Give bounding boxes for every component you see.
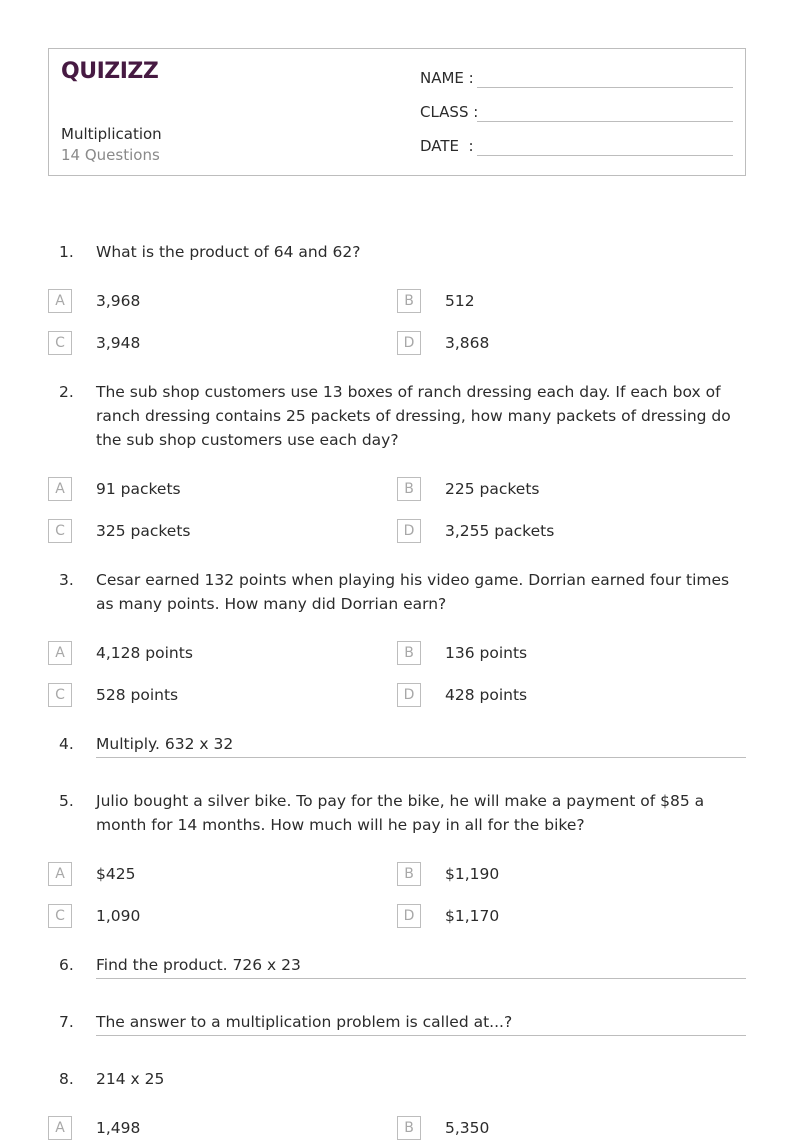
question-text: The answer to a multiplication problem is called at...? <box>96 1013 513 1031</box>
question-count: 14 Questions <box>61 146 160 164</box>
question-text: What is the product of 64 and 62? <box>96 243 361 261</box>
question-number: 6. <box>59 956 74 974</box>
option-letter-box: B <box>397 862 421 886</box>
option-text: 3,255 packets <box>445 522 555 540</box>
date-line <box>477 155 733 156</box>
worksheet-header <box>48 48 746 176</box>
question-number: 2. <box>59 383 74 401</box>
question-number: 4. <box>59 735 74 753</box>
question-number: 7. <box>59 1013 74 1031</box>
option-letter-box: B <box>397 477 421 501</box>
option-text: 3,868 <box>445 334 490 352</box>
answer-line[interactable] <box>96 978 746 979</box>
question-text: Julio bought a silver bike. To pay for the bike, he will make a payment of $85 a month for 14 months. How much will he pay in all for the bike? <box>96 792 705 834</box>
class-line <box>477 121 733 122</box>
question-number: 5. <box>59 792 74 810</box>
date-label: DATE : <box>420 137 474 155</box>
question-text: 214 x 25 <box>96 1070 165 1088</box>
option-letter-box: C <box>48 904 72 928</box>
answer-line[interactable] <box>96 757 746 758</box>
option-letter-box: B <box>397 1116 421 1140</box>
option-text: $1,190 <box>445 865 500 883</box>
option-text: 136 points <box>445 644 528 662</box>
class-label: CLASS : <box>420 103 479 121</box>
option-text: 528 points <box>96 686 179 704</box>
worksheet-title: Multiplication <box>61 125 162 143</box>
option-text: 225 packets <box>445 480 540 498</box>
option-letter-box: A <box>48 477 72 501</box>
question-number: 8. <box>59 1070 74 1088</box>
option-letter-box: D <box>397 683 421 707</box>
name-line <box>477 87 733 88</box>
question-text: Find the product. 726 x 23 <box>96 956 301 974</box>
option-letter-box: A <box>48 641 72 665</box>
quizizz-logo: QUIZIZZ <box>61 59 159 84</box>
option-text: 325 packets <box>96 522 191 540</box>
option-letter-box: C <box>48 683 72 707</box>
option-letter-box: C <box>48 519 72 543</box>
option-letter-box: D <box>397 331 421 355</box>
option-letter-box: B <box>397 641 421 665</box>
option-letter-box: A <box>48 289 72 313</box>
option-text: 1,498 <box>96 1119 141 1137</box>
option-text: $425 <box>96 865 136 883</box>
option-letter-box: C <box>48 331 72 355</box>
question-text: Cesar earned 132 points when playing his video game. Dorrian earned four times as many points. How many did Dorrian earn? <box>96 571 730 613</box>
option-text: 3,948 <box>96 334 141 352</box>
question-text: Multiply. 632 x 32 <box>96 735 234 753</box>
option-text: $1,170 <box>445 907 500 925</box>
option-text: 4,128 points <box>96 644 193 662</box>
question-number: 3. <box>59 571 74 589</box>
question-text: The sub shop customers use 13 boxes of ranch dressing each day. If each box of ranch dressing contains 25 packets of dressing, how many packets of dressing do the sub shop customers use each day? <box>96 383 731 449</box>
option-letter-box: A <box>48 862 72 886</box>
option-text: 3,968 <box>96 292 141 310</box>
name-label: NAME : <box>420 69 474 87</box>
option-letter-box: D <box>397 519 421 543</box>
option-text: 1,090 <box>96 907 141 925</box>
question-number: 1. <box>59 243 74 261</box>
option-text: 91 packets <box>96 480 181 498</box>
option-letter-box: B <box>397 289 421 313</box>
answer-line[interactable] <box>96 1035 746 1036</box>
option-text: 5,350 <box>445 1119 490 1137</box>
option-text: 512 <box>445 292 475 310</box>
option-letter-box: A <box>48 1116 72 1140</box>
option-text: 428 points <box>445 686 528 704</box>
option-letter-box: D <box>397 904 421 928</box>
